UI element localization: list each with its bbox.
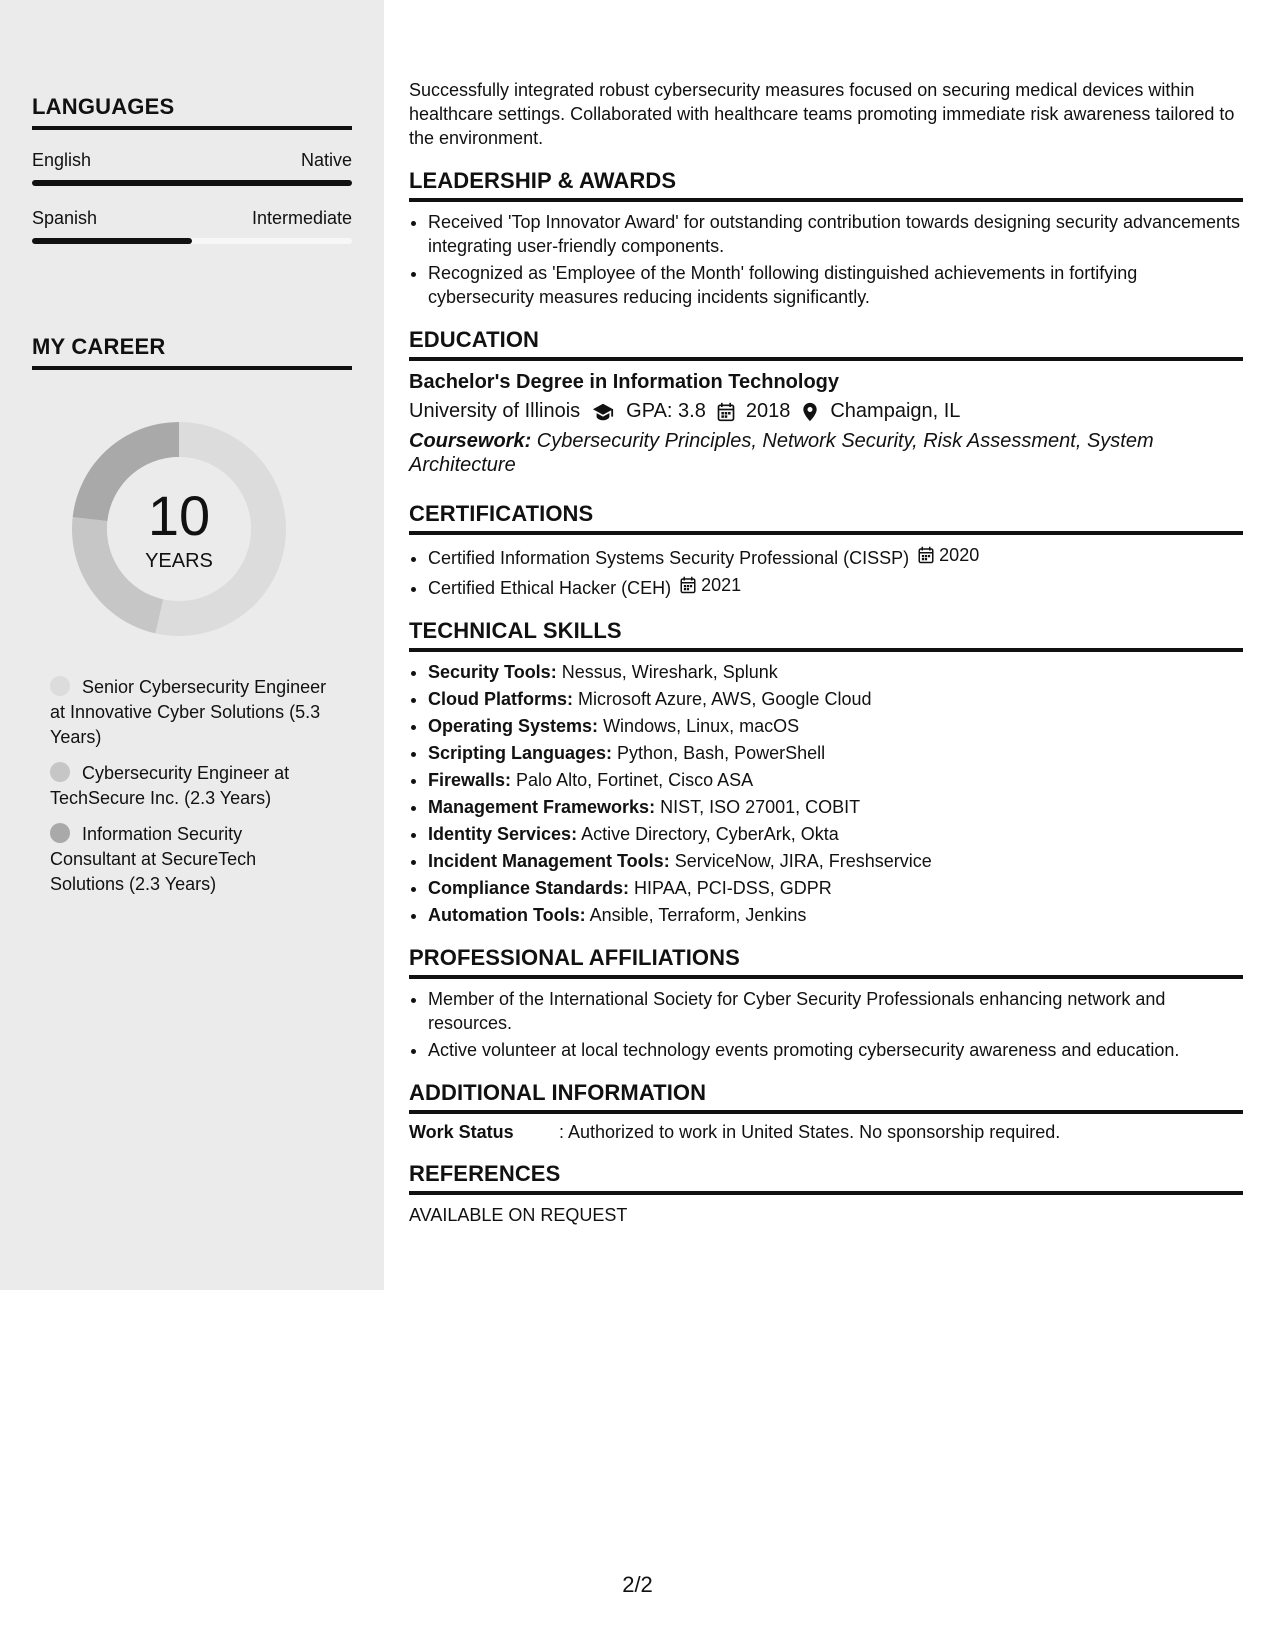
- legend-dot-icon: [50, 823, 70, 843]
- skill-value: Python, Bash, PowerShell: [612, 743, 826, 763]
- list-item: • Member of the International Society for Cyber Security Professionals enhancing network and resources.: [428, 987, 1243, 1035]
- career-total-number: 10: [147, 484, 211, 547]
- map-pin-icon: [800, 402, 820, 422]
- list-item: [428, 822, 1243, 846]
- skill-value: HIPAA, PCI-DSS, GDPR: [629, 878, 832, 898]
- education-coursework: [409, 429, 1243, 477]
- skill-value: Windows, Linux, macOS: [598, 716, 800, 736]
- calendar-icon: [679, 576, 697, 594]
- language-level: Native: [300, 150, 352, 170]
- intro-paragraph: Successfully integrated robust cybersecurity measures focused on securing medical devices within healthcare settings. Collaborated with healthcare teams promoting immediate risk awareness tailored to the environment.: [409, 80, 1235, 148]
- skill-value: NIST, ISO 27001, COBIT: [655, 797, 861, 817]
- career-legend: [50, 675, 330, 908]
- languages-heading: LANGUAGES: [32, 94, 352, 130]
- education-year: 2018: [745, 400, 791, 422]
- leadership-heading: LEADERSHIP & AWARDS: [409, 168, 1243, 202]
- list-item: [428, 849, 1243, 873]
- skill-value: Nessus, Wireshark, Splunk: [556, 662, 778, 682]
- additional-info-heading: ADDITIONAL INFORMATION: [409, 1080, 1243, 1114]
- skill-label: Identity Services:: [428, 824, 578, 844]
- skill-label: Automation Tools:: [428, 905, 586, 925]
- certification-name: Certified Ethical Hacker (CEH): [428, 578, 672, 598]
- education-degree: Bachelor's Degree in Information Technology: [409, 371, 840, 393]
- work-status-value: : Authorized to work in United States. No sponsorship required.: [559, 1122, 1061, 1142]
- certification-year: 2020: [939, 545, 980, 565]
- leadership-list: [409, 210, 1243, 309]
- career-heading: MY CAREER: [32, 334, 352, 370]
- career-legend-item: [50, 761, 330, 811]
- graduation-cap-icon: [590, 401, 616, 423]
- language-name: English: [32, 150, 92, 170]
- list-item: • Recognized as 'Employee of the Month' following distinguished achievements in fortifying cybersecurity measures reducing incidents significantly.: [428, 261, 1243, 309]
- education-school: University of Illinois: [409, 400, 581, 422]
- skills-list: [409, 660, 1243, 927]
- coursework-label: Coursework:: [409, 430, 532, 452]
- calendar-icon: [716, 402, 736, 422]
- affiliations-heading: PROFESSIONAL AFFILIATIONS: [409, 945, 1243, 979]
- list-item: [428, 687, 1243, 711]
- legend-dot-icon: [50, 676, 70, 696]
- list-item: [428, 741, 1243, 765]
- language-proficiency-bar: [32, 180, 352, 186]
- language-item: [32, 150, 352, 186]
- list-item: [428, 714, 1243, 738]
- education-location: Champaign, IL: [830, 400, 961, 422]
- skill-value: ServiceNow, JIRA, Freshservice: [669, 851, 932, 871]
- languages-section: [32, 94, 352, 244]
- career-section: [32, 334, 352, 370]
- career-legend-item: [50, 675, 330, 750]
- language-item: [32, 208, 352, 244]
- skill-value: Ansible, Terraform, Jenkins: [585, 905, 807, 925]
- list-item: [428, 903, 1243, 927]
- list-item: [428, 876, 1243, 900]
- list-item: [428, 660, 1243, 684]
- certification-name: Certified Information Systems Security Professional (CISSP): [428, 548, 910, 568]
- career-legend-text: Senior Cybersecurity Engineer at Innovative Cyber Solutions (5.3 Years): [50, 677, 327, 747]
- certification-year: 2021: [701, 575, 742, 595]
- legend-dot-icon: [50, 762, 70, 782]
- main-content: [409, 78, 1243, 1226]
- language-proficiency-fill: [32, 180, 352, 186]
- education-details: [409, 400, 1243, 423]
- references-text: AVAILABLE ON REQUEST: [409, 1205, 628, 1225]
- list-item: [428, 573, 1243, 600]
- work-status-row: [409, 1122, 1243, 1143]
- sidebar: [0, 0, 384, 1290]
- skill-label: Cloud Platforms:: [428, 689, 574, 709]
- career-total-unit: YEARS: [145, 550, 213, 572]
- coursework-text: Cybersecurity Principles, Network Security, Risk Assessment, System Architecture: [409, 430, 1154, 476]
- skill-label: Operating Systems:: [428, 716, 599, 736]
- language-level: Intermediate: [251, 208, 352, 228]
- skill-label: Incident Management Tools:: [428, 851, 670, 871]
- skills-heading: TECHNICAL SKILLS: [409, 618, 1243, 652]
- list-item: • Received 'Top Innovator Award' for outstanding contribution towards designing security advancements integrating user-friendly components.: [428, 210, 1243, 258]
- list-item: [428, 795, 1243, 819]
- list-item: • Active volunteer at local technology events promoting cybersecurity awareness and education.: [428, 1038, 1243, 1062]
- skill-label: Management Frameworks:: [428, 797, 656, 817]
- work-status-label: Work Status: [409, 1122, 514, 1142]
- list-item: [428, 768, 1243, 792]
- skill-label: Firewalls:: [428, 770, 512, 790]
- skill-label: Security Tools:: [428, 662, 557, 682]
- skill-label: Compliance Standards:: [428, 878, 630, 898]
- skill-value: Palo Alto, Fortinet, Cisco ASA: [511, 770, 754, 790]
- language-proficiency-bar: [32, 238, 352, 244]
- skill-value: Active Directory, CyberArk, Okta: [577, 824, 839, 844]
- page-number: 2/2: [622, 1572, 653, 1597]
- certifications-heading: CERTIFICATIONS: [409, 501, 1243, 535]
- skill-value: Microsoft Azure, AWS, Google Cloud: [573, 689, 872, 709]
- affiliations-list: [409, 987, 1243, 1062]
- references-heading: REFERENCES: [409, 1161, 1243, 1195]
- language-proficiency-fill: [32, 238, 192, 244]
- career-donut-chart: [66, 416, 292, 642]
- language-name: Spanish: [32, 208, 98, 228]
- certifications-list: [409, 543, 1243, 600]
- career-legend-text: Information Security Consultant at SecureTech Solutions (2.3 Years): [50, 824, 257, 894]
- career-legend-item: [50, 822, 330, 897]
- career-legend-text: Cybersecurity Engineer at TechSecure Inc. (2.3 Years): [50, 763, 290, 808]
- calendar-icon: [917, 546, 935, 564]
- list-item: [428, 543, 1243, 570]
- education-gpa: GPA: 3.8: [626, 400, 706, 422]
- skill-label: Scripting Languages:: [428, 743, 613, 763]
- education-heading: EDUCATION: [409, 327, 1243, 361]
